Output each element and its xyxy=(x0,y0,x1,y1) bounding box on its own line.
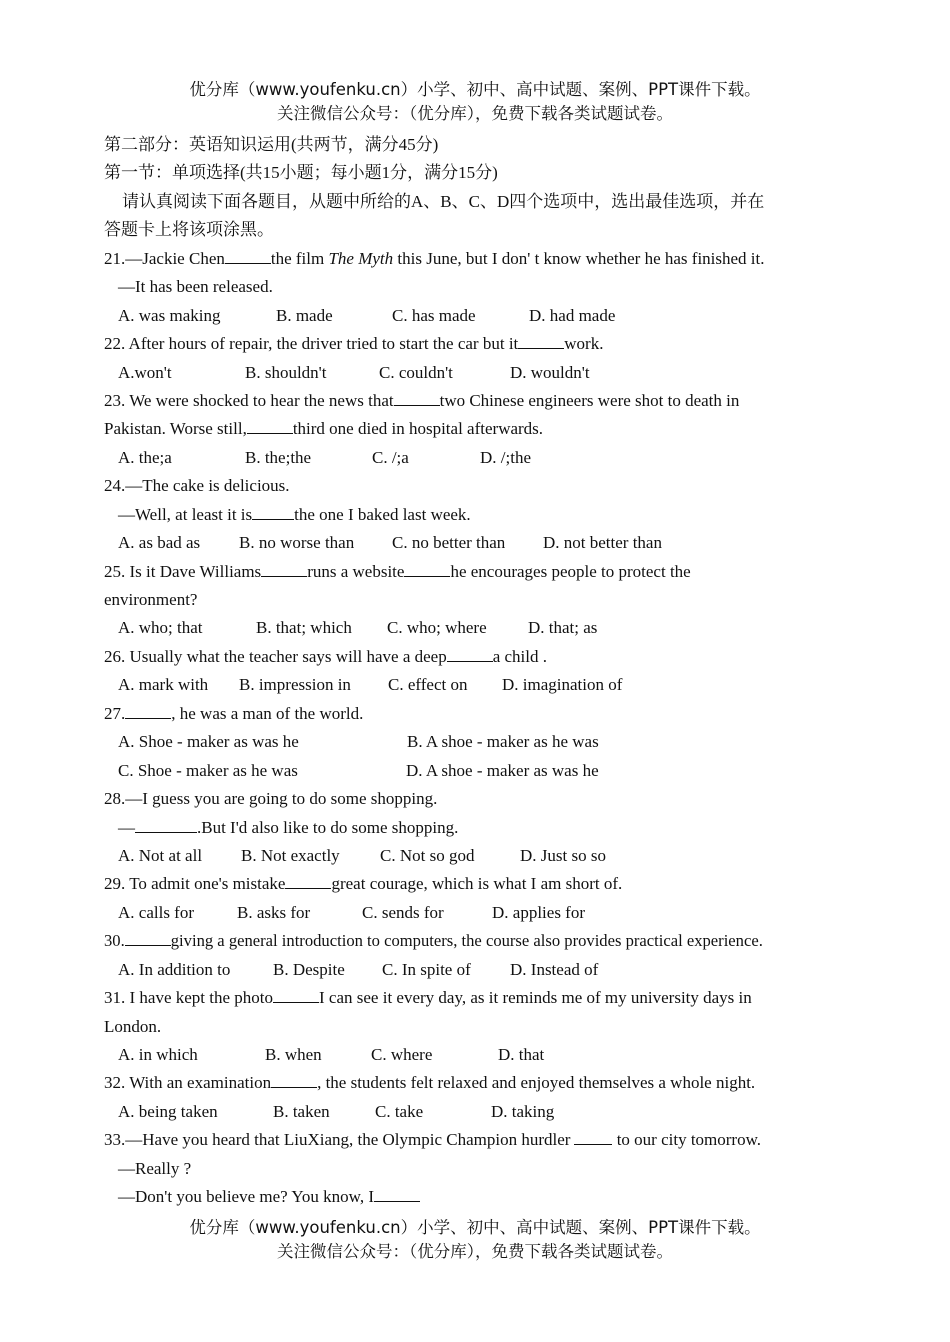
answer-blank xyxy=(394,389,440,406)
answer-blank xyxy=(125,702,171,719)
q21-line-2: —It has been released. xyxy=(118,277,273,297)
q26-text-pre: 26. Usually what the teacher says will have a deep xyxy=(104,646,447,666)
q21-text-mid: the film xyxy=(270,248,329,268)
option-a: A. Shoe - maker as was he xyxy=(118,732,299,752)
q23-line2-post: third one died in hospital afterwards. xyxy=(292,419,544,439)
option-a: A. In addition to xyxy=(118,959,231,979)
option-a: A. being taken xyxy=(118,1101,218,1121)
option-a: A. calls for xyxy=(118,902,195,922)
q28-options xyxy=(104,842,864,870)
option-c: C. where xyxy=(371,1045,433,1064)
question-25 xyxy=(104,558,864,586)
section-title: 第一节：单项选择(共15小题；每小题1分，满分15分) xyxy=(104,163,498,183)
q26-options xyxy=(104,671,864,699)
q23-line-2 xyxy=(104,415,864,443)
q27-text-pre: 27. xyxy=(104,703,126,723)
answer-blank xyxy=(273,986,319,1003)
q21-film-title: The Myth xyxy=(328,248,394,268)
option-d: D. not better than xyxy=(543,533,662,553)
q32-options xyxy=(104,1098,864,1126)
exam-content xyxy=(104,131,864,1212)
option-b: B. shouldn't xyxy=(245,362,327,382)
option-c: C. no better than xyxy=(392,533,506,553)
option-d: D. applies for xyxy=(492,902,586,922)
q24-line2-pre: —Well, at least it is xyxy=(118,504,253,524)
q33-text-pre: 33.—Have you heard that LiuXiang, the Olympic Champion hurdler xyxy=(104,1130,571,1150)
question-21 xyxy=(104,245,864,273)
option-c: C. take xyxy=(375,1101,424,1121)
q27-text-post: , he was a man of the world. xyxy=(171,703,364,723)
q23-text-post: two Chinese engineers were shot to death in xyxy=(439,390,740,410)
answer-blank xyxy=(271,1071,317,1088)
answer-blank xyxy=(574,1128,612,1145)
instruction-line-1: 请认真阅读下面各题目，从题中所给的A、B、C、D四个选项中，选出最佳选项，并在 xyxy=(122,191,765,211)
q27-options-row-1 xyxy=(104,728,864,756)
answer-blank xyxy=(404,560,450,577)
option-b: B. Not exactly xyxy=(241,845,340,865)
option-b: B. A shoe - maker as he was xyxy=(407,732,599,752)
q31-text-post: I can see it every day, as it reminds me of my university days in xyxy=(319,988,752,1008)
question-32 xyxy=(104,1069,864,1097)
question-22 xyxy=(104,330,864,358)
option-b: B. taken xyxy=(273,1101,330,1121)
q22-text-pre: 22. After hours of repair, the driver tried to start the car but it xyxy=(104,334,519,354)
q25-options xyxy=(104,614,864,642)
q29-options xyxy=(104,899,864,927)
q30-text-post: giving a general introduction to computers, the course also provides practical experience. xyxy=(170,931,763,951)
question-23 xyxy=(104,387,864,415)
q22-text-post: work. xyxy=(564,334,604,354)
instruction-line-2: 答题卡上将该项涂黑。 xyxy=(104,220,274,240)
answer-blank xyxy=(374,1185,420,1202)
option-b: B. the;the xyxy=(245,447,312,467)
q30-options xyxy=(104,956,864,984)
answer-blank xyxy=(518,332,564,349)
answer-blank xyxy=(252,503,294,520)
q24-line2-post: the one I baked last week. xyxy=(294,504,471,524)
option-a: A. the;a xyxy=(118,447,172,467)
answer-blank xyxy=(285,872,331,889)
answer-blank xyxy=(135,816,197,833)
part-title: 第二部分：英语知识运用(共两节，满分45分) xyxy=(104,135,439,154)
q28-line2-pre: — xyxy=(118,817,135,837)
option-c: C. couldn't xyxy=(379,362,453,382)
q32-text-post: , the students felt relaxed and enjoyed themselves a whole night. xyxy=(317,1073,756,1093)
q25-line-2: environment? xyxy=(104,590,198,609)
option-d: D. that xyxy=(498,1045,545,1064)
q33-line-3 xyxy=(104,1183,864,1211)
q21-text-post: this June, but I don' t know whether he has finished it. xyxy=(393,248,765,268)
option-d: D. A shoe - maker as was he xyxy=(406,760,599,780)
answer-blank xyxy=(125,929,171,946)
question-30 xyxy=(104,927,864,955)
option-c: C. Not so god xyxy=(380,845,475,865)
q23-options xyxy=(104,444,864,472)
option-a: A. mark with xyxy=(118,675,209,695)
option-d: D. taking xyxy=(491,1101,555,1121)
q29-text-pre: 29. To admit one's mistake xyxy=(104,874,286,894)
q24-options xyxy=(104,529,864,557)
q23-line2-pre: Pakistan. Worse still, xyxy=(104,419,247,439)
q25-text-mid: runs a website xyxy=(307,561,405,581)
q33-line-2: —Really ? xyxy=(118,1158,192,1178)
footer-line-1: 优分库（www.youfenku.cn）小学、初中、高中试题、案例、PPT课件下载。 xyxy=(189,1218,761,1237)
q28-line2-post: .But I'd also like to do some shopping. xyxy=(197,817,459,837)
header-line-1: 优分库（www.youfenku.cn）小学、初中、高中试题、案例、PPT课件下载。 xyxy=(189,80,761,99)
option-a: A. in which xyxy=(118,1045,198,1064)
q30-text-pre: 30. xyxy=(104,931,125,951)
question-27 xyxy=(104,700,864,728)
option-a: A. as bad as xyxy=(118,533,201,553)
question-26 xyxy=(104,643,864,671)
answer-blank xyxy=(261,560,307,577)
q25-text-post: he encourages people to protect the xyxy=(450,561,691,581)
answer-blank xyxy=(247,417,293,434)
q31-text-pre: 31. I have kept the photo xyxy=(104,988,274,1008)
option-d: D. that; as xyxy=(528,618,598,638)
option-b: B. Despite xyxy=(273,959,345,979)
option-d: D. Just so so xyxy=(520,845,606,865)
answer-blank xyxy=(225,247,271,264)
answer-blank xyxy=(447,645,493,662)
option-d: D. imagination of xyxy=(502,675,623,695)
q22-options xyxy=(104,359,864,387)
option-a: A. Not at all xyxy=(118,845,203,865)
option-b: B. that; which xyxy=(256,618,352,638)
q25-text-pre: 25. Is it Dave Williams xyxy=(104,561,262,581)
footer-line-2: 关注微信公众号：（优分库），免费下载各类试题试卷。 xyxy=(277,1242,673,1261)
q31-options xyxy=(104,1041,864,1069)
q33-line3-pre: —Don't you believe me? You know, I xyxy=(118,1187,374,1207)
question-28: 28.—I guess you are going to do some shopping. xyxy=(104,789,438,809)
option-b: B. made xyxy=(276,305,333,325)
question-33 xyxy=(104,1126,864,1154)
option-d: D. had made xyxy=(529,305,616,325)
option-b: B. no worse than xyxy=(239,533,355,553)
option-c: C. Shoe - maker as he was xyxy=(118,760,298,780)
option-c: C. effect on xyxy=(388,675,468,695)
q27-options-row-2 xyxy=(104,757,864,785)
q33-text-post: to our city tomorrow. xyxy=(612,1130,762,1150)
option-c: C. who; where xyxy=(387,618,487,638)
option-b: B. asks for xyxy=(237,902,311,922)
option-a: A. was making xyxy=(118,305,221,325)
option-b: B. impression in xyxy=(239,675,351,695)
option-d: D. /;the xyxy=(480,447,531,467)
q24-line-2 xyxy=(104,501,864,529)
option-c: C. sends for xyxy=(362,902,444,922)
q29-text-post: great courage, which is what I am short of. xyxy=(331,874,623,894)
header-line-2: 关注微信公众号：（优分库），免费下载各类试题试卷。 xyxy=(277,104,673,123)
question-31 xyxy=(104,984,864,1012)
q21-options xyxy=(104,302,864,330)
option-d: D. Instead of xyxy=(510,959,599,979)
question-29 xyxy=(104,870,864,898)
q21-text-pre: 21.—Jackie Chen xyxy=(104,248,225,268)
option-a: A.won't xyxy=(118,362,172,382)
q31-line-2: London. xyxy=(104,1016,162,1036)
q26-text-post: a child . xyxy=(492,646,548,666)
option-b: B. when xyxy=(265,1045,322,1064)
q28-line-2 xyxy=(104,814,864,842)
q32-text-pre: 32. With an examination xyxy=(104,1073,272,1093)
option-a: A. who; that xyxy=(118,618,203,638)
q23-text-pre: 23. We were shocked to hear the news that xyxy=(104,390,394,410)
option-c: C. has made xyxy=(392,305,476,325)
option-d: D. wouldn't xyxy=(510,362,590,382)
option-c: C. In spite of xyxy=(382,959,471,979)
option-c: C. /;a xyxy=(372,447,409,467)
question-24: 24.—The cake is delicious. xyxy=(104,476,290,496)
